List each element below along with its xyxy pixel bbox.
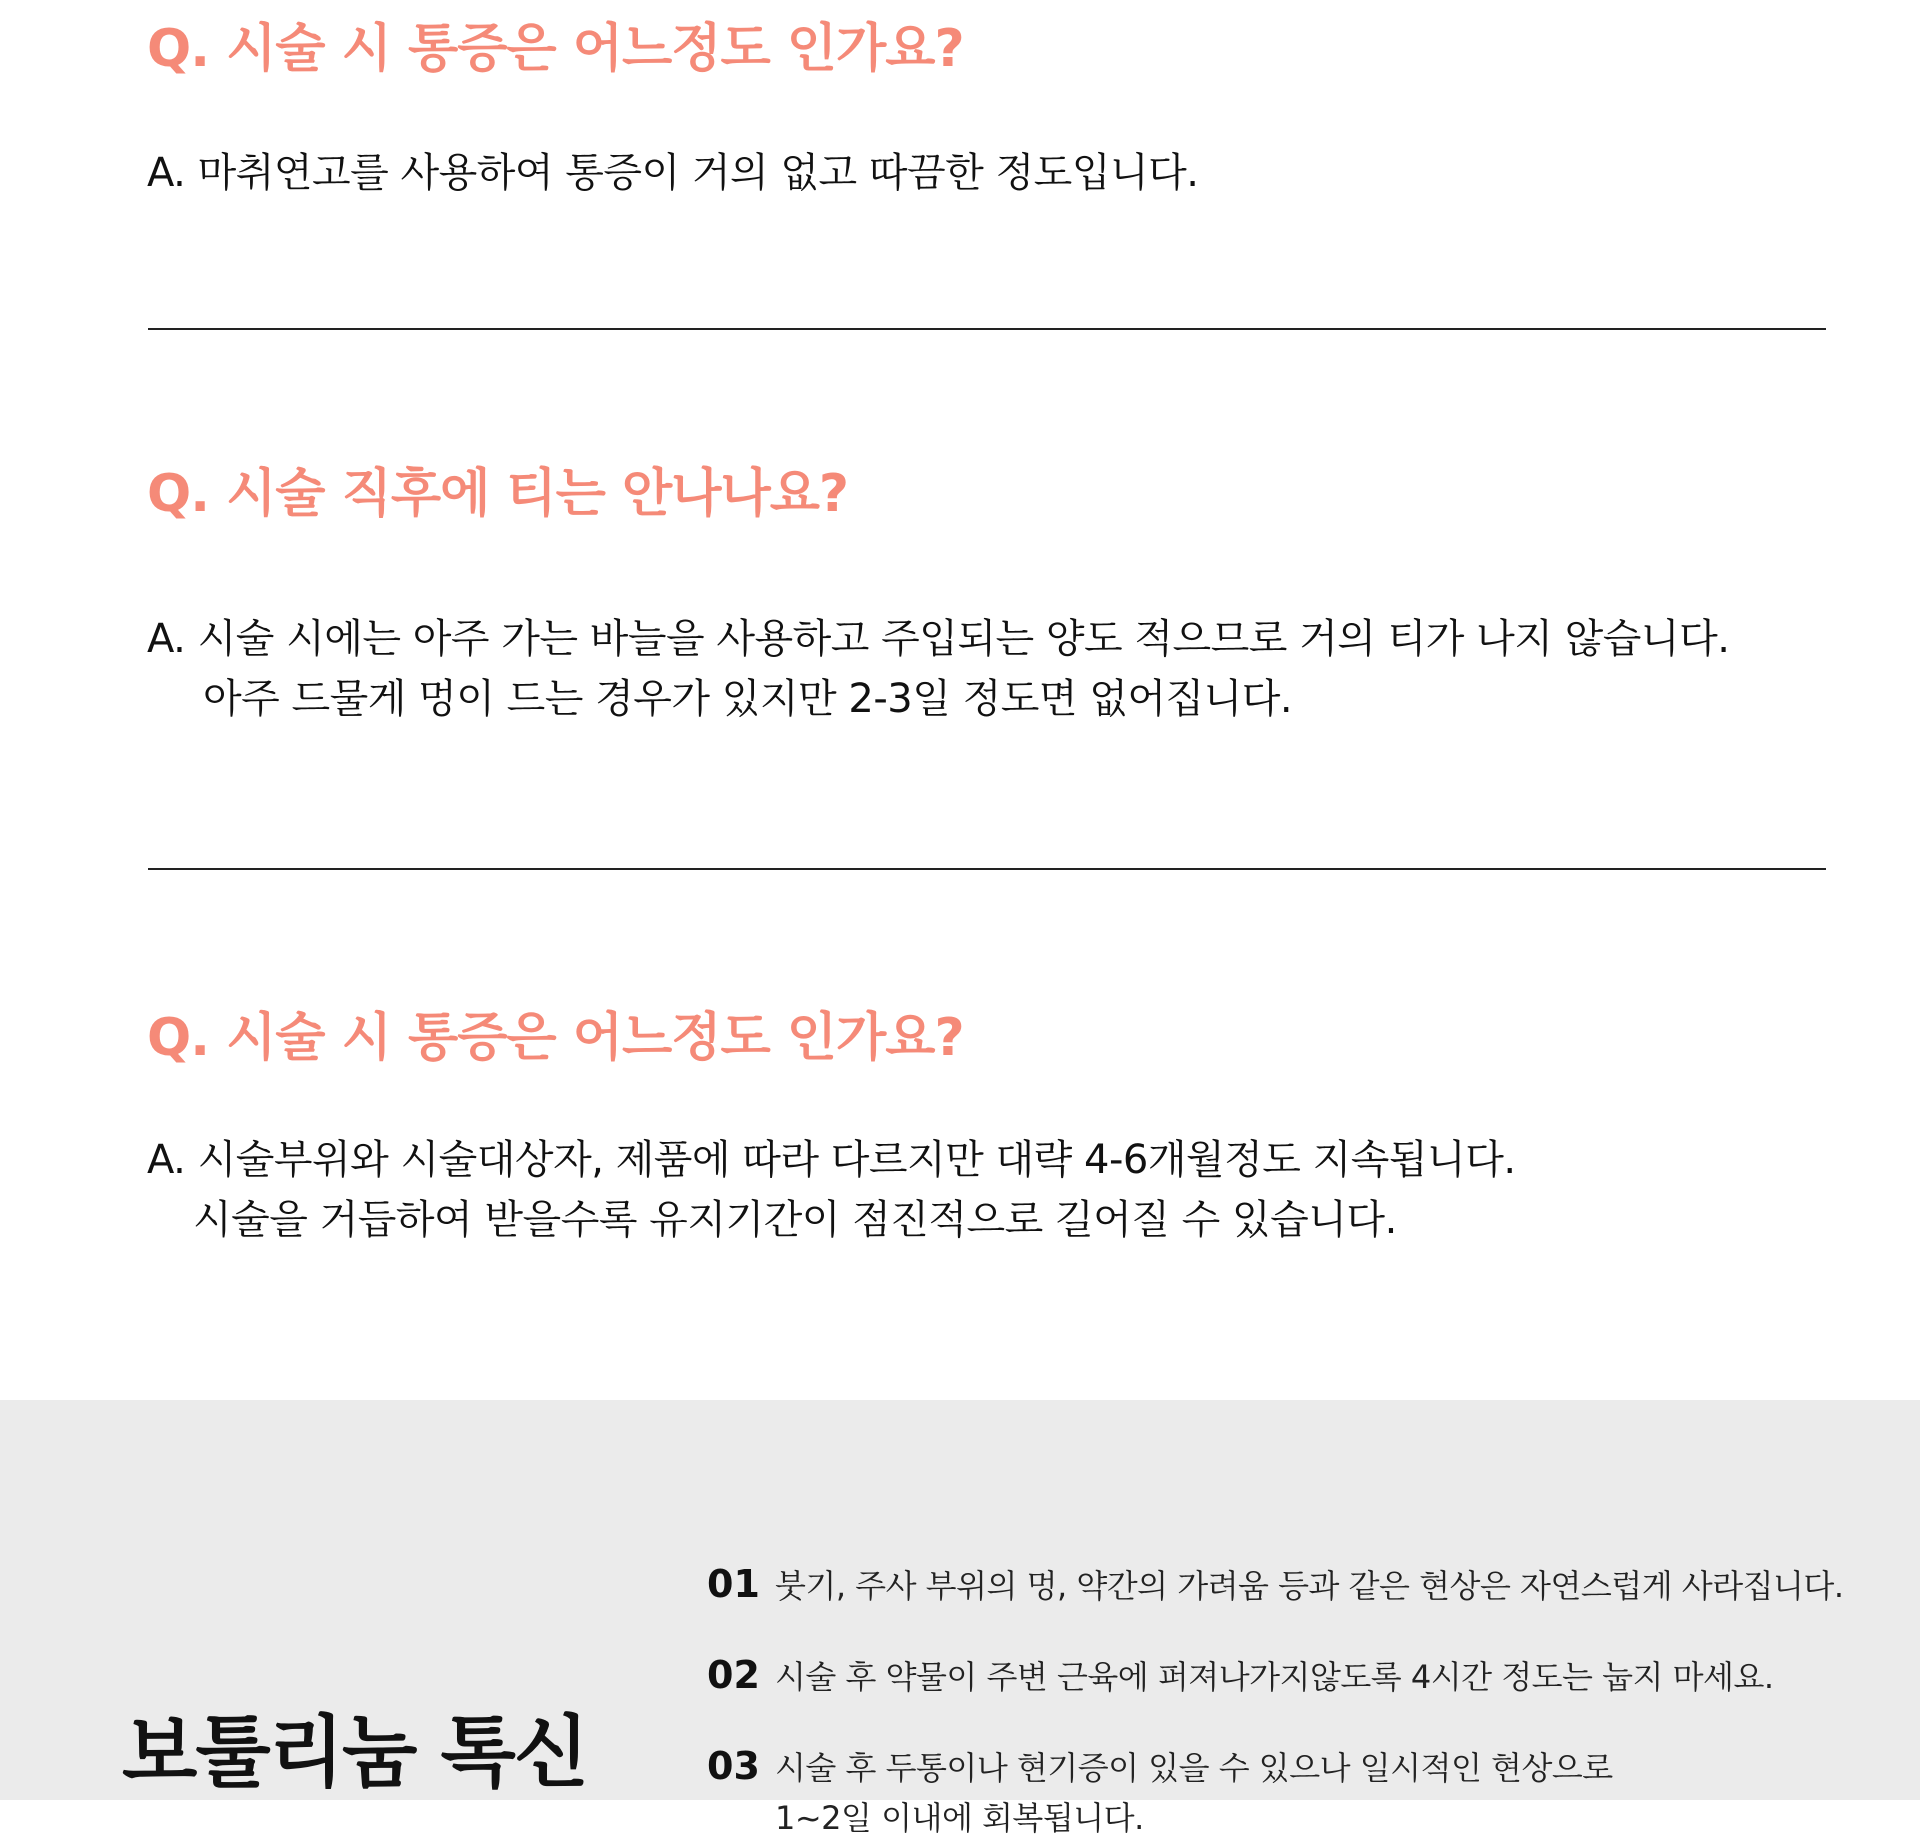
faq-question-3: Q. 시술 시 통증은 어느정도 인가요? [147, 1008, 964, 1068]
faq-answer-2-line-2: 아주 드물게 멍이 드는 경우가 있지만 2-3일 정도면 없어집니다. [203, 676, 1293, 722]
faq-divider-1 [148, 328, 1826, 330]
aftercare-item-text-block [775, 1743, 1613, 1843]
faq-answer-3-line-1: A. 시술부위와 시술대상자, 제품에 따라 다르지만 대략 4-6개월정도 지속됩니다. [147, 1137, 1516, 1183]
faq-question-2: Q. 시술 직후에 티는 안나나요? [147, 464, 849, 524]
faq-answer-2-line-1: A. 시술 시에는 아주 가는 바늘을 사용하고 주입되는 양도 적으므로 거의 티가 나지 않습니다. [147, 616, 1730, 662]
aftercare-item-1 [707, 1561, 1844, 1611]
faq-answer-2 [147, 609, 1729, 729]
aftercare-item-number: 03 [707, 1744, 760, 1788]
aftercare-item-number: 01 [707, 1562, 760, 1606]
faq-answer-1 [147, 143, 1198, 203]
aftercare-item-3 [707, 1743, 1613, 1843]
aftercare-item-text-continued: 1~2일 이내에 회복됩니다. [775, 1799, 1144, 1837]
aftercare-item-2 [707, 1652, 1774, 1702]
aftercare-item-text: 시술 후 약물이 주변 근육에 퍼져나가지않도록 4시간 정도는 눕지 마세요. [775, 1658, 1774, 1696]
faq-answer-1-line-1: A. 마취연고를 사용하여 통증이 거의 없고 따끔한 정도입니다. [147, 150, 1199, 196]
faq-answer-3-line-2: 시술을 거듭하여 받을수록 유지기간이 점진적으로 길어질 수 있습니다. [193, 1197, 1397, 1243]
faq-answer-3 [147, 1130, 1516, 1250]
aftercare-section [0, 1400, 1920, 1837]
aftercare-title: 보툴리눔 톡신 [122, 1708, 588, 1798]
faq-divider-2 [148, 868, 1826, 870]
faq-question-1: Q. 시술 시 통증은 어느정도 인가요? [147, 19, 964, 79]
aftercare-item-text: 시술 후 두통이나 현기증이 있을 수 있으나 일시적인 현상으로 [775, 1749, 1613, 1787]
aftercare-item-number: 02 [707, 1653, 760, 1697]
aftercare-item-text: 붓기, 주사 부위의 멍, 약간의 가려움 등과 같은 현상은 자연스럽게 사라집니다. [775, 1567, 1844, 1605]
